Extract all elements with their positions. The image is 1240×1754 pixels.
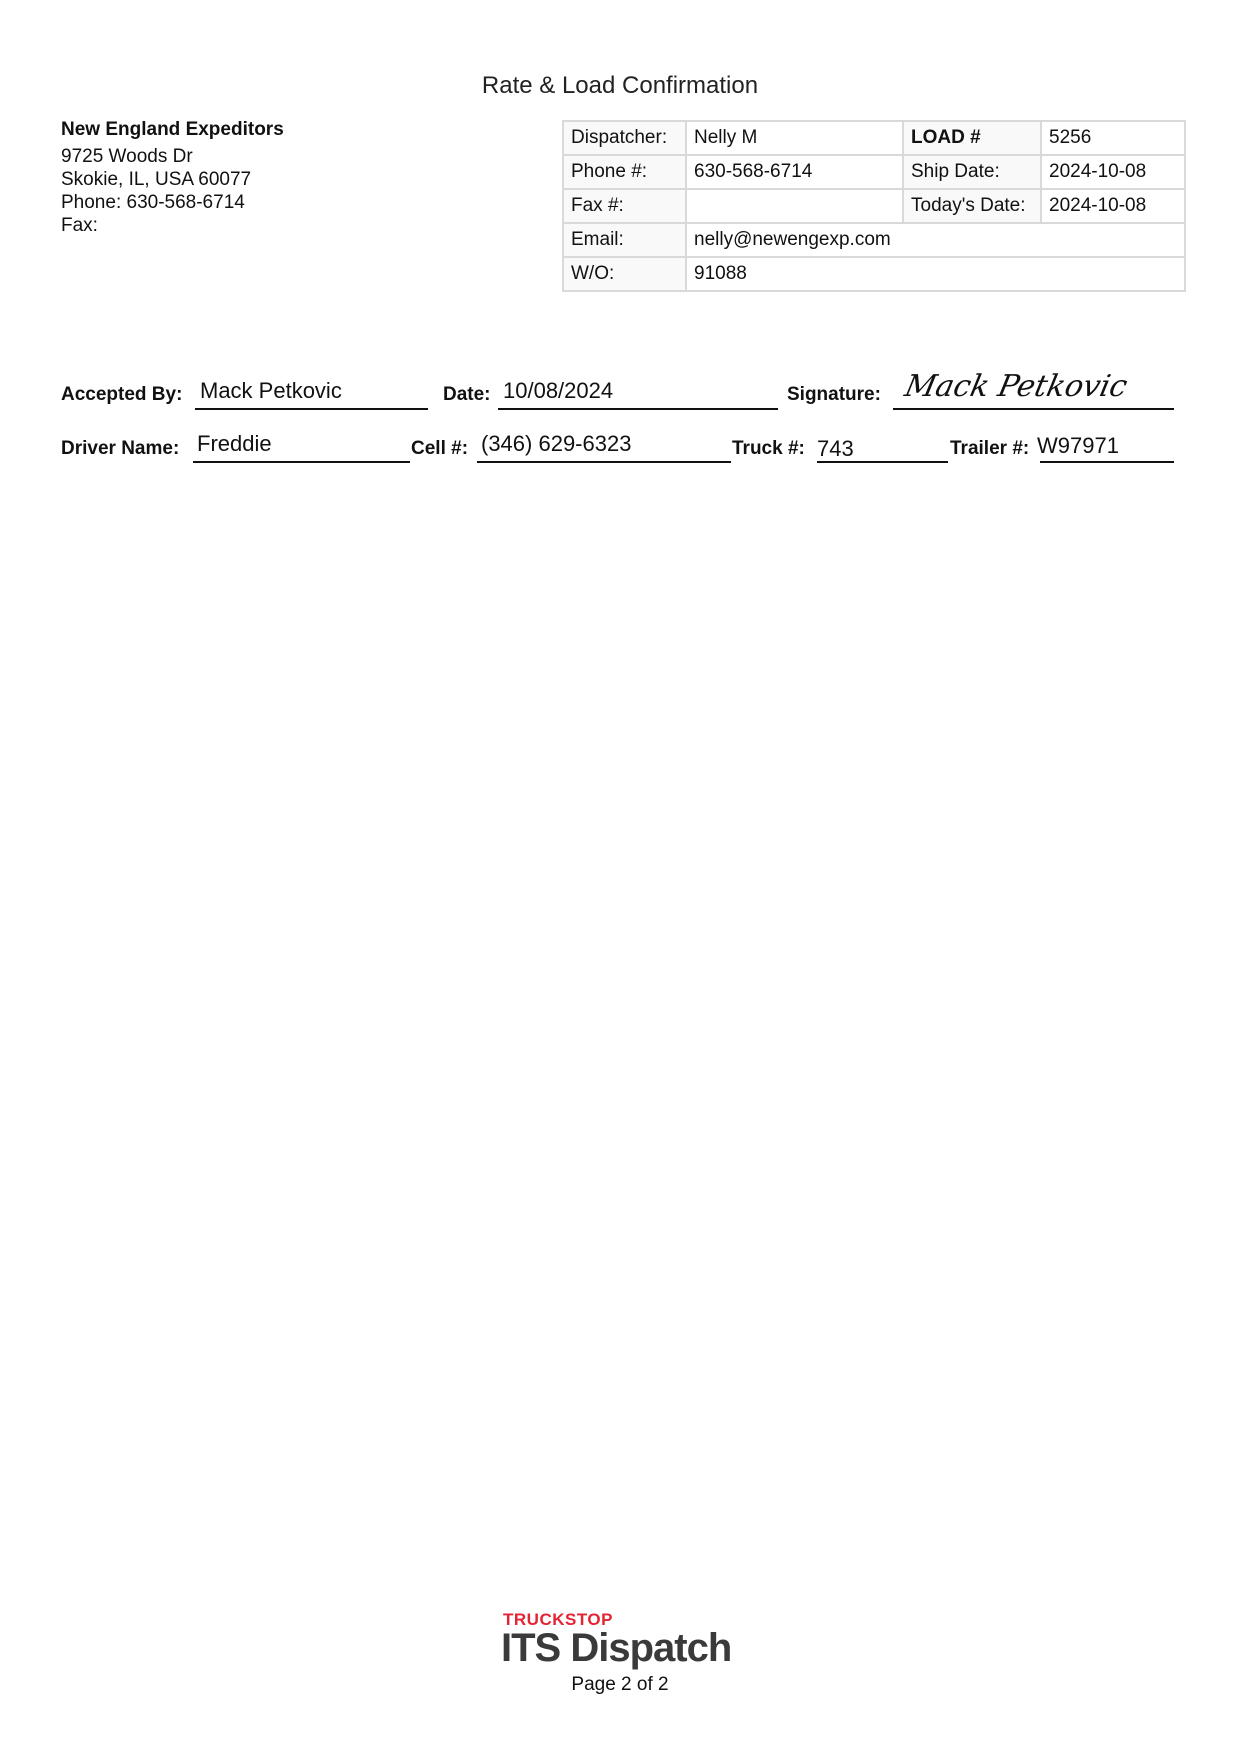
load-number-value: 5256 [1041, 121, 1185, 155]
table-row [563, 189, 1185, 223]
email-value: nelly@newengexp.com [686, 223, 1185, 257]
truck-label: Truck #: [732, 438, 805, 459]
trailer-label: Trailer #: [950, 438, 1030, 459]
signature-text: Mack Petkovic [901, 369, 1131, 404]
company-block [61, 117, 284, 239]
phone-label: Phone #: [563, 155, 686, 189]
todays-date-value: 2024-10-08 [1041, 189, 1185, 223]
cell-label: Cell #: [411, 438, 469, 459]
dispatcher-value: Nelly M [686, 121, 903, 155]
truck-value: 743 [817, 436, 854, 461]
truckstop-logo-text: TRUCKSTOP [503, 1610, 613, 1629]
fax-label: Fax #: [563, 189, 686, 223]
table-row [563, 121, 1185, 155]
page-number: Page 2 of 2 [571, 1674, 669, 1695]
document-title: Rate & Load Confirmation [481, 72, 759, 99]
date-label: Date: [443, 384, 491, 405]
table-row [563, 257, 1185, 291]
fax-value [686, 189, 903, 223]
ship-date-label: Ship Date: [903, 155, 1041, 189]
wo-value: 91088 [686, 257, 1185, 291]
driver-name-label: Driver Name: [61, 438, 180, 459]
table-row [563, 223, 1185, 257]
company-phone: Phone: 630-568-6714 [61, 192, 245, 213]
load-info-table [562, 120, 1186, 292]
its-dispatch-logo-text: ITS Dispatch [501, 1626, 732, 1670]
cell-value: (346) 629-6323 [481, 431, 632, 456]
email-label: Email: [563, 223, 686, 257]
ship-date-value: 2024-10-08 [1041, 155, 1185, 189]
company-name: New England Expeditors [61, 119, 284, 140]
load-number-label: LOAD # [903, 121, 1041, 155]
driver-name-value: Freddie [197, 431, 272, 456]
dispatcher-label: Dispatcher: [563, 121, 686, 155]
company-fax: Fax: [61, 215, 98, 236]
signature-label: Signature: [787, 384, 881, 405]
date-value: 10/08/2024 [503, 378, 614, 403]
wo-label: W/O: [563, 257, 686, 291]
accepted-by-label: Accepted By: [61, 384, 183, 405]
signature-image [901, 360, 1145, 410]
company-address-line2: Skokie, IL, USA 60077 [61, 169, 252, 190]
phone-value: 630-568-6714 [686, 155, 903, 189]
company-address-line1: 9725 Woods Dr [61, 146, 193, 167]
accepted-by-value: Mack Petkovic [200, 378, 342, 403]
trailer-value: W97971 [1037, 433, 1119, 458]
table-row [563, 155, 1185, 189]
todays-date-label: Today's Date: [903, 189, 1041, 223]
